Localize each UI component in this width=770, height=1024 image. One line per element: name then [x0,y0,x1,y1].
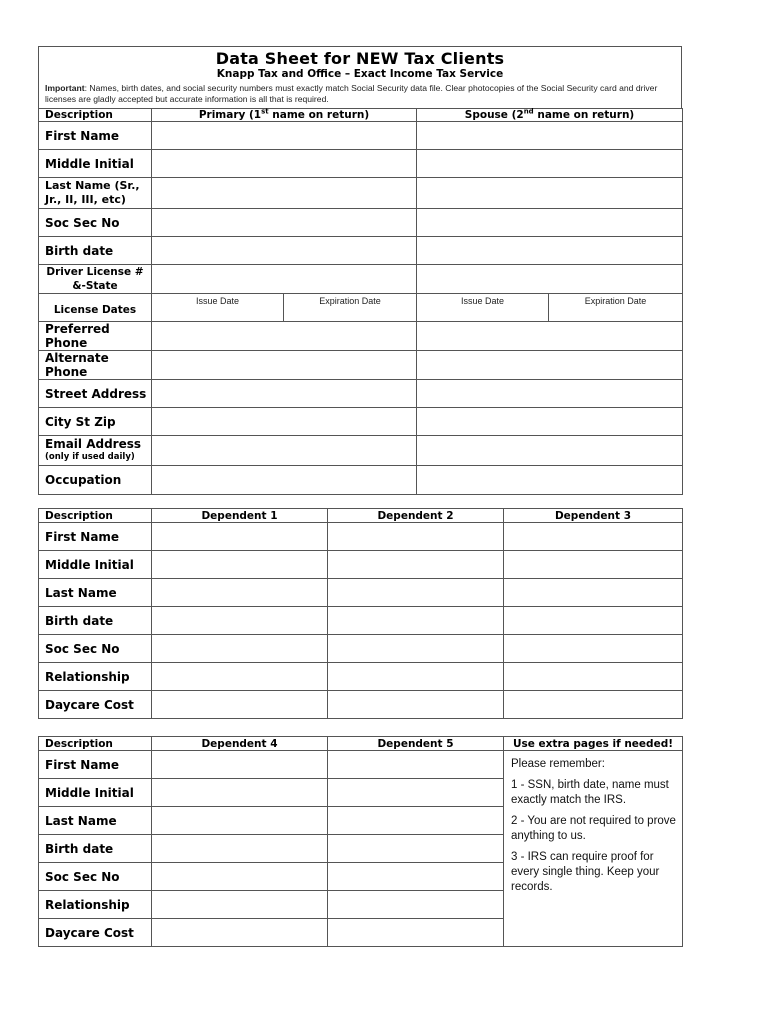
dep3-middle-initial-field[interactable] [504,551,683,579]
spouse-issue-date-field[interactable]: Issue Date [417,294,549,322]
row-email [39,436,683,466]
primary-ssn-field[interactable] [152,209,417,237]
dep4-ssn-field[interactable] [152,863,328,891]
reminder-item-1: 1 - SSN, birth date, name must exactly match the IRS. [511,779,669,806]
label-last-name: Last Name (Sr., Jr., II, III, etc) [39,178,152,209]
row-street-address [39,380,683,408]
dep2-last-name-field[interactable] [328,579,504,607]
reminder-notes [504,751,683,947]
dep1-ssn-field[interactable] [152,635,328,663]
spouse-street-address-field[interactable] [417,380,683,408]
col-dependent-1: Dependent 1 [152,509,328,523]
spouse-first-name-field[interactable] [417,122,683,150]
row-license-dates [39,294,683,322]
dep3-daycare-cost-field[interactable] [504,691,683,719]
row-last-name [39,178,683,209]
spouse-last-name-field[interactable] [417,178,683,209]
primary-preferred-phone-field[interactable] [152,322,417,351]
table-row [39,635,683,663]
spouse-email-field[interactable] [417,436,683,466]
label-middle-initial: Middle Initial [39,150,152,178]
reminder-item-2: 2 - You are not required to prove anything to us. [511,815,676,842]
spouse-expiration-date-field[interactable]: Expiration Date [549,294,683,322]
dependents-4-5-table [38,736,683,947]
row-alternate-phone [39,351,683,380]
dep2-ssn-field[interactable] [328,635,504,663]
row-label: First Name [39,523,152,551]
row-label: Soc Sec No [39,863,152,891]
dep4-first-name-field[interactable] [152,751,328,779]
label-soc-sec: Soc Sec No [39,209,152,237]
dep4-middle-initial-field[interactable] [152,779,328,807]
dep2-first-name-field[interactable] [328,523,504,551]
dep2-daycare-cost-field[interactable] [328,691,504,719]
col-primary: Primary (1st name on return) [152,109,417,122]
dep3-first-name-field[interactable] [504,523,683,551]
dep3-last-name-field[interactable] [504,579,683,607]
dep5-birth-date-field[interactable] [328,835,504,863]
form-header [38,46,682,109]
row-label: Middle Initial [39,551,152,579]
dep1-first-name-field[interactable] [152,523,328,551]
label-driver-license: Driver License # &-State [39,265,152,294]
primary-birth-date-field[interactable] [152,237,417,265]
dependents-1-3-table [38,508,683,719]
label-occupation: Occupation [39,466,152,495]
label-city-st-zip: City St Zip [39,408,152,436]
form-title: Data Sheet for NEW Tax Clients [215,49,505,68]
table-row [39,551,683,579]
row-soc-sec [39,209,683,237]
table-row [39,523,683,551]
dep1-daycare-cost-field[interactable] [152,691,328,719]
primary-middle-initial-field[interactable] [152,150,417,178]
primary-street-address-field[interactable] [152,380,417,408]
dep2-relationship-field[interactable] [328,663,504,691]
label-street-address: Street Address [39,380,152,408]
col-extra-pages: Use extra pages if needed! [504,737,683,751]
dep3-relationship-field[interactable] [504,663,683,691]
row-label: Soc Sec No [39,635,152,663]
spouse-middle-initial-field[interactable] [417,150,683,178]
dependents-b-header [39,737,683,751]
table-row [39,663,683,691]
dep1-middle-initial-field[interactable] [152,551,328,579]
email-label-text: Email Address [45,436,142,451]
table-row [39,607,683,635]
spouse-driver-license-field[interactable] [417,265,683,294]
spouse-birth-date-field[interactable] [417,237,683,265]
row-label: Relationship [39,891,152,919]
dep4-last-name-field[interactable] [152,807,328,835]
dep4-daycare-cost-field[interactable] [152,919,328,947]
primary-occupation-field[interactable] [152,466,417,495]
col-dependent-5: Dependent 5 [328,737,504,751]
row-label: Daycare Cost [39,919,152,947]
label-birth-date: Birth date [39,237,152,265]
row-label: Daycare Cost [39,691,152,719]
important-text: : Names, birth dates, and social security numbers must exactly match Social Security data file. Clear photocopies of the Social Security card and driver licenses are gladly accepted but accurate information is all that is required. [45,83,658,104]
label-alternate-phone: Alternate Phone [39,351,152,380]
client-table [38,108,683,495]
spouse-preferred-phone-field[interactable] [417,322,683,351]
row-label: Last Name [39,807,152,835]
dep5-relationship-field[interactable] [328,891,504,919]
primary-driver-license-field[interactable] [152,265,417,294]
row-preferred-phone [39,322,683,351]
row-label: Birth date [39,607,152,635]
row-birth-date [39,237,683,265]
dep5-ssn-field[interactable] [328,863,504,891]
primary-last-name-field[interactable] [152,178,417,209]
email-note: (only if used daily) [45,451,135,462]
spouse-city-st-zip-field[interactable] [417,408,683,436]
col-dependent-4: Dependent 4 [152,737,328,751]
reminder-item-3: 3 - IRS can require proof for every single thing. Keep your records. [511,851,660,893]
dep1-birth-date-field[interactable] [152,607,328,635]
dep4-relationship-field[interactable] [152,891,328,919]
row-label: Relationship [39,663,152,691]
col-dependent-2: Dependent 2 [328,509,504,523]
dep1-last-name-field[interactable] [152,579,328,607]
label-email [39,436,152,466]
primary-email-field[interactable] [152,436,417,466]
primary-alternate-phone-field[interactable] [152,351,417,380]
row-label: Middle Initial [39,779,152,807]
dep1-relationship-field[interactable] [152,663,328,691]
primary-city-st-zip-field[interactable] [152,408,417,436]
table-row [39,691,683,719]
reminder-heading: Please remember: [511,758,605,770]
dep3-ssn-field[interactable] [504,635,683,663]
label-preferred-phone: Preferred Phone [39,322,152,351]
dep3-birth-date-field[interactable] [504,607,683,635]
primary-expiration-date-field[interactable]: Expiration Date [284,294,417,322]
dep5-daycare-cost-field[interactable] [328,919,504,947]
primary-first-name-field[interactable] [152,122,417,150]
row-label: Last Name [39,579,152,607]
dep2-birth-date-field[interactable] [328,607,504,635]
important-note [45,83,675,105]
client-table-header [39,109,683,122]
col-description: Description [39,737,152,751]
row-middle-initial [39,150,683,178]
row-occupation [39,466,683,495]
label-license-dates: License Dates [39,294,152,322]
col-description: Description [39,109,152,122]
dep5-middle-initial-field[interactable] [328,779,504,807]
row-label: Birth date [39,835,152,863]
row-first-name [39,122,683,150]
row-city-st-zip [39,408,683,436]
important-label: Important [45,83,85,93]
row-label: First Name [39,751,152,779]
col-dependent-3: Dependent 3 [504,509,683,523]
table-row [39,751,683,779]
dep4-birth-date-field[interactable] [152,835,328,863]
col-spouse: Spouse (2nd name on return) [417,109,683,122]
primary-issue-date-field[interactable]: Issue Date [152,294,284,322]
label-first-name: First Name [39,122,152,150]
dep5-first-name-field[interactable] [328,751,504,779]
table-row [39,579,683,607]
row-driver-license [39,265,683,294]
form-subtitle: Knapp Tax and Office – Exact Income Tax Service [216,68,504,80]
spouse-ssn-field[interactable] [417,209,683,237]
dep5-last-name-field[interactable] [328,807,504,835]
dependents-a-header [39,509,683,523]
spouse-alternate-phone-field[interactable] [417,351,683,380]
col-description: Description [39,509,152,523]
spouse-occupation-field[interactable] [417,466,683,495]
dep2-middle-initial-field[interactable] [328,551,504,579]
